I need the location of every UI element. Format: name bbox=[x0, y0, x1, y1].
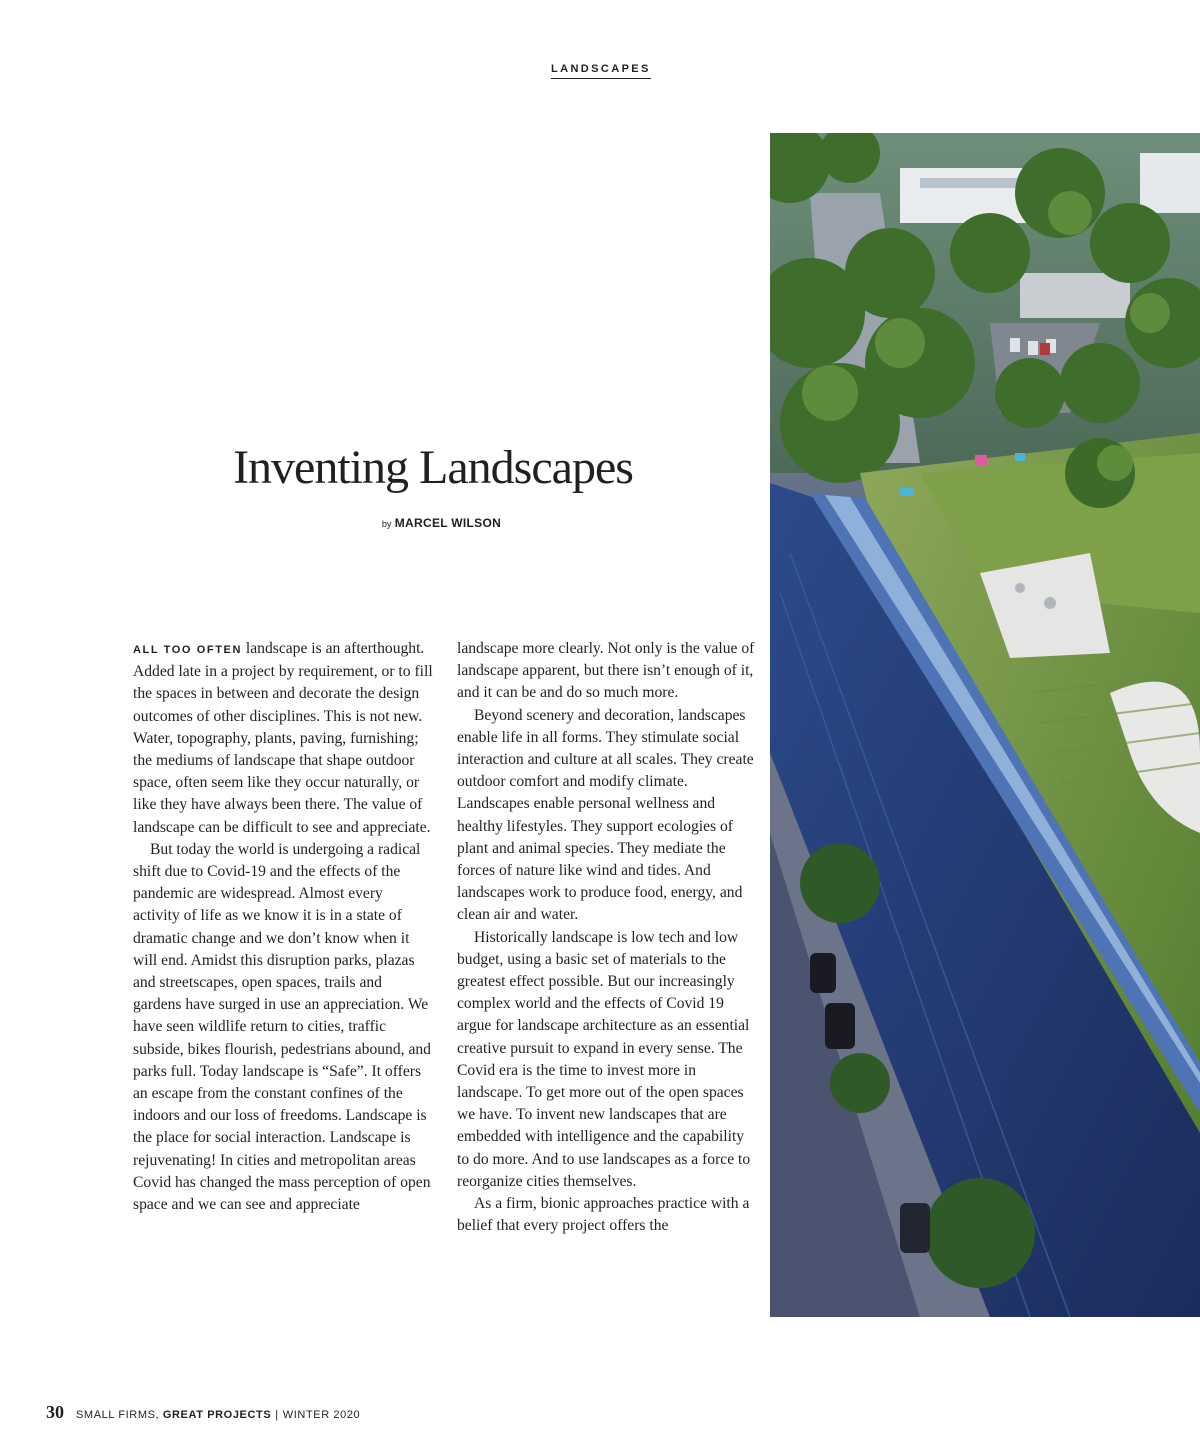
byline-prefix: by bbox=[381, 519, 392, 529]
aerial-rooftop-photo bbox=[770, 133, 1200, 1317]
paragraph: Beyond scenery and decoration, landscapes enable life in all forms. They stimulate social interaction and culture at all scales. They create outdoor comfort and modify climate. Landscapes enable personal wellness and healthy lifestyles. They support ecologies of plant and animal species. They mediate the forces of nature like wind and tides. And landscapes work to produce food, energy, and clean air and water. bbox=[457, 706, 754, 924]
publication-name-bold: GREAT PROJECTS bbox=[162, 1409, 272, 1421]
paragraph: Historically landscape is low tech and low budget, using a basic set of materials to the greatest effect possible. But our increasingly complex world and the effects of Covid 19 argue for landscape architecture as an essential creative pursuit to expand in every sense. The Covid era is the time to invest more in landscape. To get more out of the open spaces we have. To invent new landscapes that are embedded with intelligence and the capability to do more. And to use landscapes as a force to reorganize cities themselves. bbox=[457, 928, 751, 1190]
paragraph: landscape more clearly. Not only is the value of landscape apparent, but there isn’t enough of it, and it can be and do so much more. bbox=[457, 640, 755, 702]
publication-name: SMALL FIRMS, bbox=[76, 1409, 163, 1421]
article-title: Inventing Landscapes bbox=[233, 441, 633, 494]
text-column-left bbox=[133, 638, 433, 1216]
author-name: MARCEL WILSON bbox=[394, 516, 502, 530]
byline bbox=[0, 516, 883, 530]
issue-date: WINTER 2020 bbox=[282, 1409, 361, 1421]
section-label: LANDSCAPES bbox=[551, 63, 651, 79]
page-footer bbox=[46, 1402, 360, 1423]
paragraph-body: landscape is an afterthought. Added late in a project by requirement, or to fill the spaces in between and decorate the design outcomes of other disciplines. This is not new. Water, topography, plants, paving, furnishing; the mediums of landscape that shape outdoor space, often seem like they occur naturally, or like they have always been there. The value of landscape can be difficult to see and appreciate. bbox=[133, 640, 433, 836]
paragraph: As a firm, bionic approaches practice with a belief that every project offers the bbox=[457, 1195, 750, 1235]
text-column-right bbox=[457, 638, 757, 1237]
page-number: 30 bbox=[46, 1402, 64, 1422]
paragraph: But today the world is undergoing a radical shift due to Covid-19 and the effects of the pandemic are widespread. Almost every activity of life as we know it is in a state of dramatic change and we don’t know when it will end. Amidst this disruption parks, plazas and streetscapes, open spaces, trails and gardens have surged in use an appreciation. We have seen wildlife return to cities, traffic subside, bikes flourish, pedestrians abound, and parks full. Today landscape is “Safe”. It offers an escape from the constant confines of the indoors and our loss of freedoms. Landscape is the place for social interaction. Landscape is rejuvenating! In cities and metropolitan areas Covid has changed the mass perception of open space and we can see and appreciate bbox=[133, 840, 431, 1214]
lead-in: ALL TOO OFTEN bbox=[133, 644, 243, 656]
paragraph bbox=[133, 638, 433, 839]
footer-separator: | bbox=[275, 1409, 279, 1421]
